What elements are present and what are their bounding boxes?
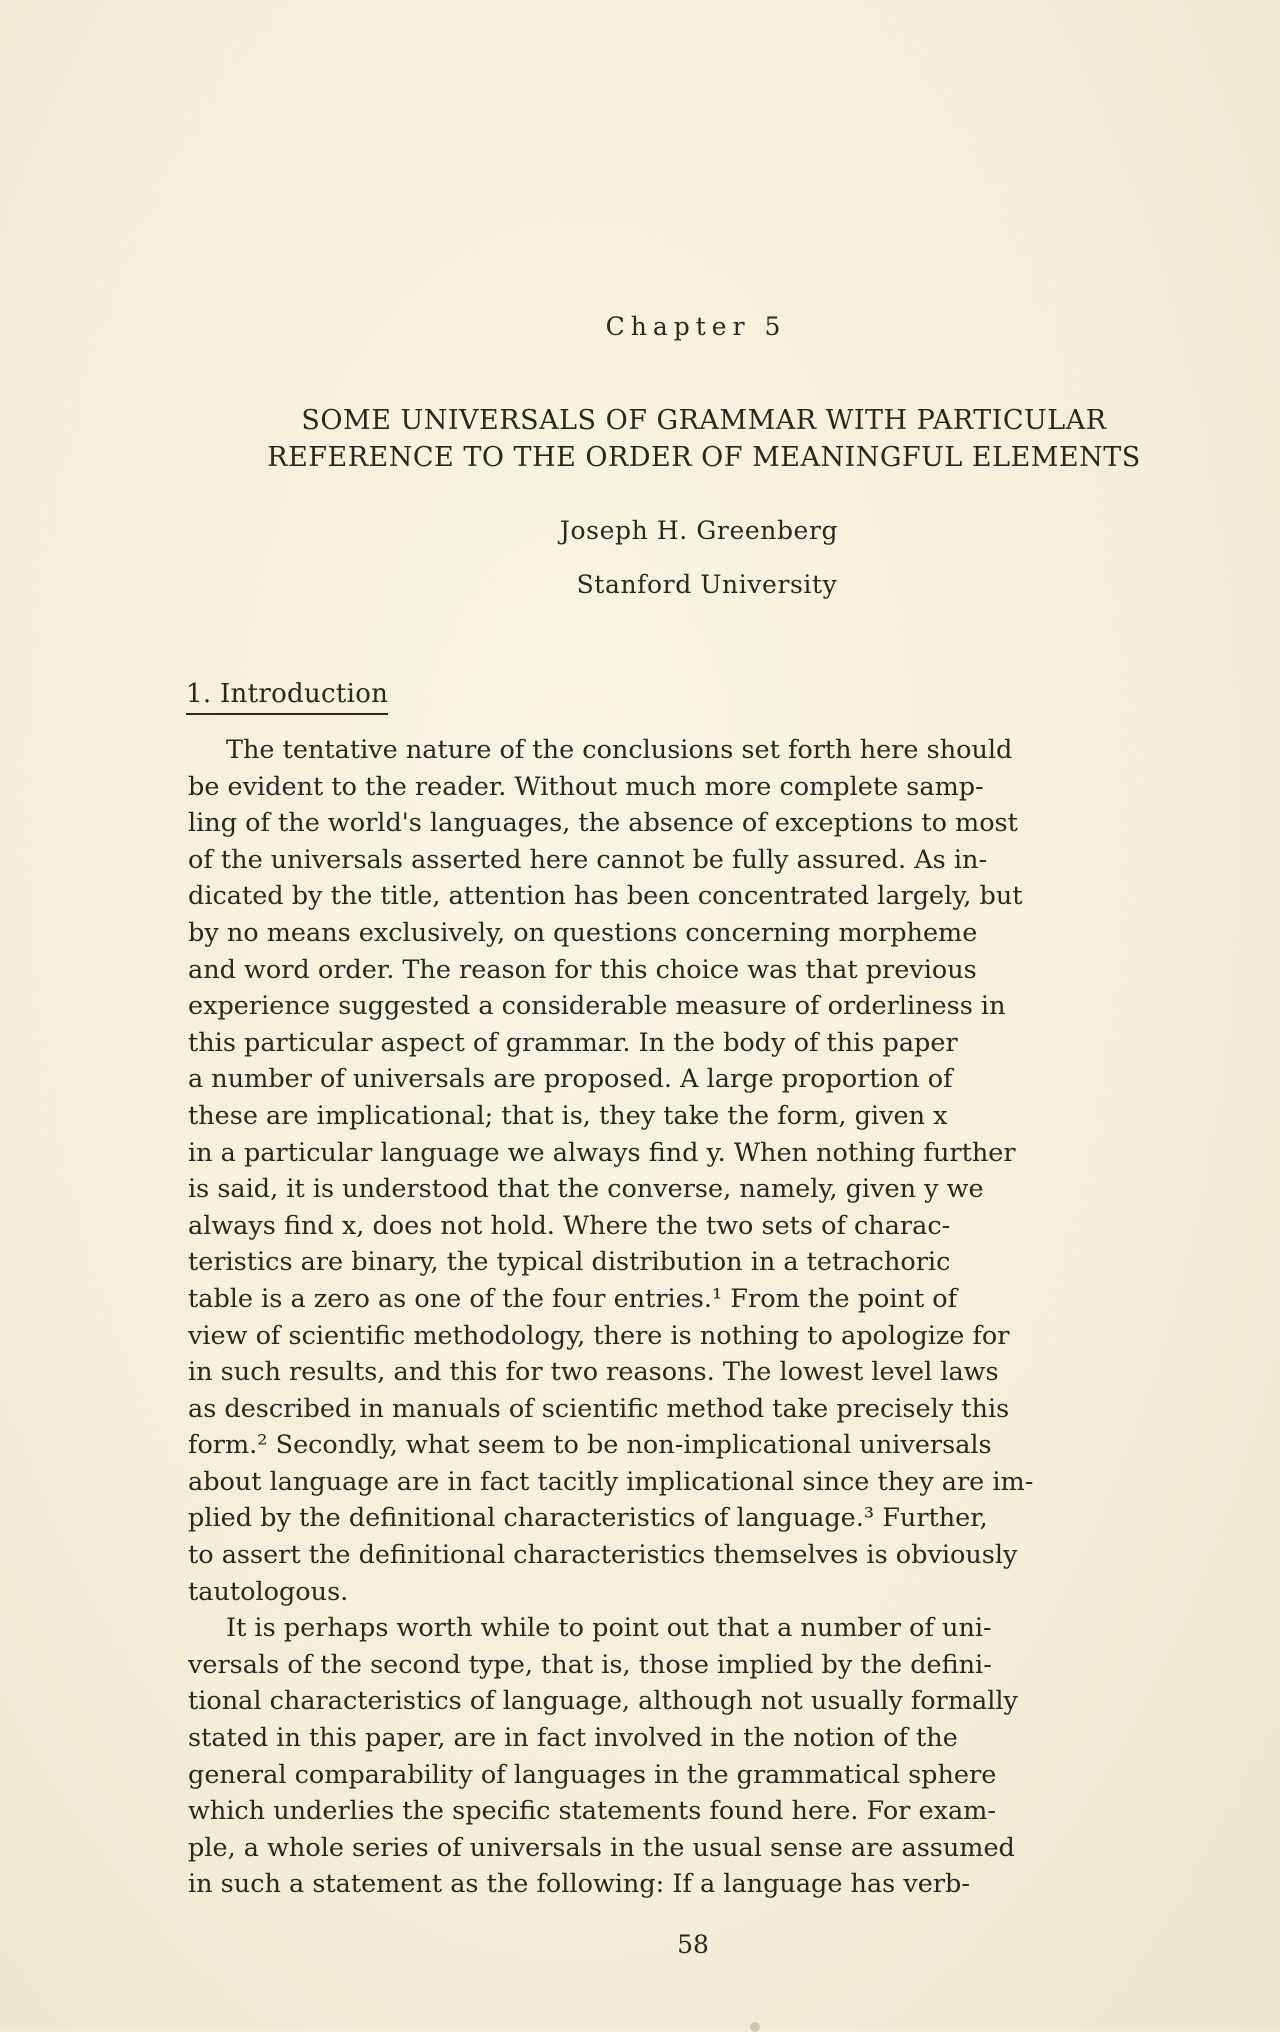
body-line: plied by the definitional characteristics of language.³ Further, — [188, 1503, 988, 1534]
body-line: which underlies the specific statements found here. For exam- — [188, 1796, 996, 1827]
body-line: about language are in fact tacitly implicational since they are im- — [188, 1466, 1034, 1497]
body-line: stated in this paper, are in fact involved in the notion of the — [188, 1723, 958, 1754]
author-name: Joseph H. Greenberg — [559, 516, 839, 545]
body-line: experience suggested a considerable measure of orderliness in — [188, 991, 1006, 1022]
body-line: by no means exclusively, on questions concerning morpheme — [188, 917, 978, 948]
body-line: It is perhaps worth while to point out that a number of uni- — [226, 1613, 992, 1644]
body-line: this particular aspect of grammar. In the body of this paper — [188, 1027, 958, 1058]
body-line: form.² Secondly, what seem to be non-implicational universals — [188, 1430, 992, 1461]
chapter-title-line: REFERENCE TO THE ORDER OF MEANINGFUL ELEMENTS — [267, 442, 1141, 473]
page-number: 58 — [677, 1930, 709, 1959]
body-line: in such results, and this for two reasons. The lowest level laws — [188, 1357, 999, 1388]
body-line: in a particular language we always find y. When nothing further — [188, 1137, 1016, 1168]
body-line: general comparability of languages in the grammatical sphere — [188, 1759, 997, 1790]
body-line: dicated by the title, attention has been concentrated largely, but — [188, 881, 1023, 912]
body-line: tional characteristics of language, although not usually formally — [188, 1686, 1018, 1717]
body-line: these are implicational; that is, they take the form, given x — [188, 1100, 948, 1131]
body-text — [188, 732, 1238, 1903]
chapter-title — [0, 402, 1280, 476]
chapter-title-line: SOME UNIVERSALS OF GRAMMAR WITH PARTICULAR — [301, 405, 1107, 436]
chapter-label: Chapter 5 — [605, 312, 787, 341]
paper-speck — [750, 2022, 760, 2032]
body-line: view of scientific methodology, there is nothing to apologize for — [188, 1320, 1010, 1351]
body-line: teristics are binary, the typical distribution in a tetrachoric — [188, 1247, 951, 1278]
body-line: be evident to the reader. Without much more complete samp- — [188, 771, 984, 802]
body-line: always find x, does not hold. Where the two sets of charac- — [188, 1210, 951, 1241]
body-line: a number of universals are proposed. A large proportion of — [188, 1064, 953, 1095]
body-line: and word order. The reason for this choice was that previous — [188, 954, 977, 985]
body-line: as described in manuals of scientific method take precisely this — [188, 1393, 1010, 1424]
body-line: to assert the definitional characteristics themselves is obviously — [188, 1540, 1018, 1571]
body-line: of the universals asserted here cannot be fully assured. As in- — [188, 844, 988, 875]
body-line: The tentative nature of the conclusions set forth here should — [226, 735, 1013, 765]
author-affiliation: Stanford University — [576, 570, 838, 599]
body-line: table is a zero as one of the four entries.¹ From the point of — [188, 1283, 958, 1314]
body-line: ple, a whole series of universals in the usual sense are assumed — [188, 1832, 1015, 1863]
section-heading: 1. Introduction — [186, 679, 388, 715]
body-line: tautologous. — [188, 1576, 349, 1607]
body-line: in such a statement as the following: If a language has verb- — [188, 1869, 970, 1900]
body-line: ling of the world's languages, the absence of exceptions to most — [188, 808, 1018, 839]
body-line: versals of the second type, that is, those implied by the defini- — [188, 1649, 992, 1680]
body-line: is said, it is understood that the converse, namely, given y we — [188, 1174, 984, 1205]
